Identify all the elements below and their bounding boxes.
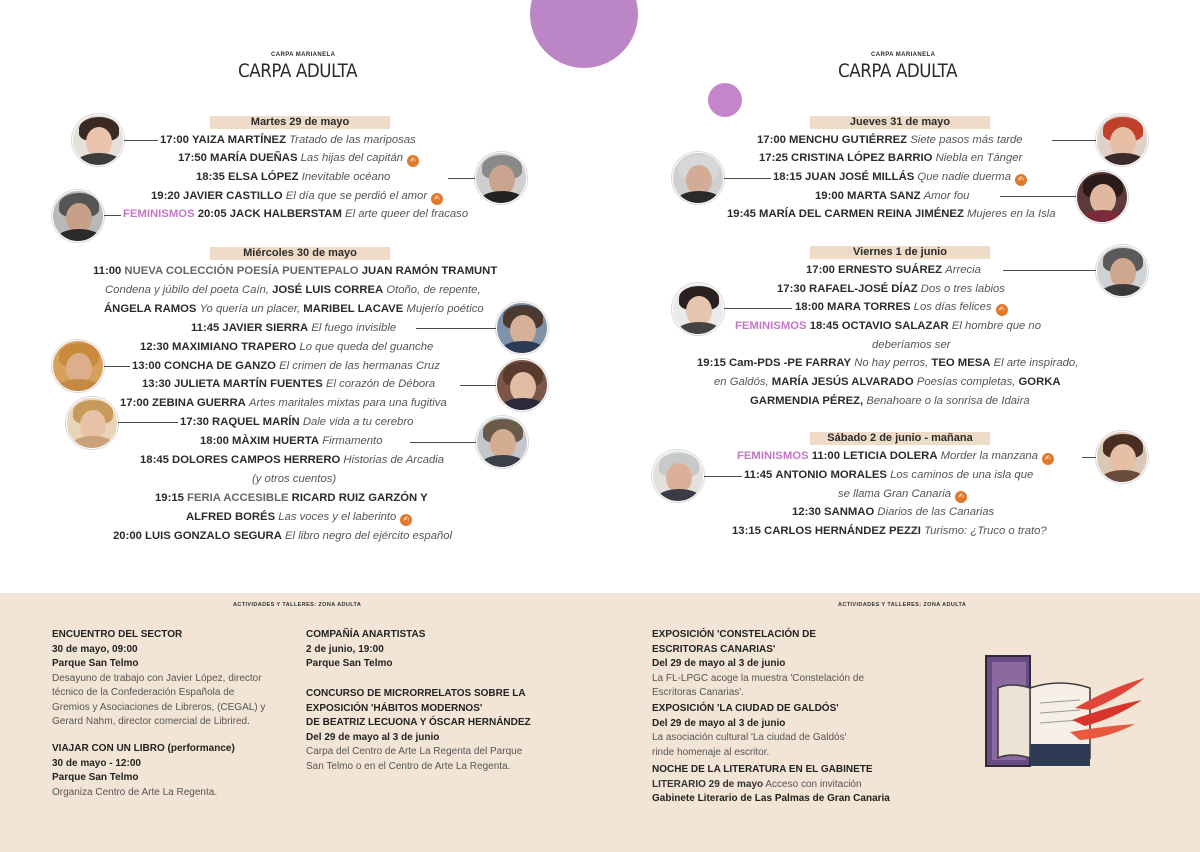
program-line: 18:00 MÀXIM HUERTA Firmamento [200, 435, 383, 447]
day-header: Miércoles 30 de mayo [210, 247, 390, 260]
program-line: 17:00 ZEBINA GUERRA Artes maritales mixtas para una fugitiva [120, 397, 447, 409]
signing-badge-icon: ✍ [1042, 453, 1054, 465]
program-line: 18:35 ELSA LÓPEZ Inevitable océano [196, 171, 391, 183]
signing-badge-icon: ✍ [400, 514, 412, 526]
connector-line [460, 385, 496, 386]
program-line: 17:25 CRISTINA LÓPEZ BARRIO Niebla en Tánger [759, 152, 1023, 164]
program-line: 19:20 JAVIER CASTILLO El día que se perdió el amor ✍ [151, 189, 443, 205]
signing-badge-icon: ✍ [1015, 174, 1027, 186]
activity-item: EXPOSICIÓN 'LA CIUDAD DE GALDÓS' Del 29 de mayo al 3 de junio La asociación cultural 'La ciudad de Galdós' rinde homenaje al escritor. [652, 703, 847, 758]
section-kicker: CARPA MARIANELA [871, 52, 936, 58]
connector-line [1003, 270, 1096, 271]
program-line: 11:45 ANTONIO MORALES Los caminos de una isla que [744, 469, 1034, 481]
program-line: 13:00 CONCHA DE GANZO El crimen de las hermanas Cruz [132, 360, 440, 372]
activity-item: EXPOSICIÓN 'CONSTELACIÓN DE ESCRITORAS CANARIAS' Del 29 de mayo al 3 de junio La FL-LPGC acoge la muestra 'Constelación de Escritoras Canarias'. [652, 629, 865, 698]
day-header: Jueves 31 de mayo [810, 116, 990, 129]
program-line: GARMENDIA PÉREZ, Benahoare o la sonrisa de Idaira [750, 395, 1030, 407]
connector-line [704, 476, 742, 477]
signing-badge-icon: ✍ [955, 491, 967, 503]
author-photo-avatar [1096, 245, 1148, 297]
activities-kicker: ACTIVIDADES Y TALLERES: ZONA ADULTA [838, 602, 967, 608]
program-line: 17:00 MENCHU GUTIÉRREZ Siete pasos más tarde [757, 134, 1023, 146]
section-kicker: CARPA MARIANELA [271, 52, 336, 58]
day-header: Viernes 1 de junio [810, 246, 990, 259]
author-photo-avatar [652, 450, 704, 502]
author-photo-avatar [72, 114, 124, 166]
program-line: 11:45 JAVIER SIERRA El fuego invisible [191, 322, 397, 334]
connector-line [118, 422, 178, 423]
author-photo-avatar [475, 152, 527, 204]
author-photo-avatar [66, 397, 118, 449]
program-line: 17:50 MARÍA DUEÑAS Las hijas del capitán ✍ [178, 151, 419, 167]
program-line: FEMINISMOS 18:45 OCTAVIO SALAZAR El hombre que no [735, 320, 1041, 332]
author-photo-avatar [496, 302, 548, 354]
program-line: 18:45 DOLORES CAMPOS HERRERO Historias de Arcadia [140, 454, 445, 466]
program-line: 19:15 FERIA ACCESIBLE RICARD RUIZ GARZÓN Y [155, 492, 428, 504]
program-line: 19:00 MARTA SANZ Amor fou [815, 190, 970, 202]
author-photo-avatar [1096, 431, 1148, 483]
day-header: Sábado 2 de junio - mañana [810, 432, 990, 445]
program-line: 17:00 ERNESTO SUÁREZ Arrecia [806, 264, 981, 276]
connector-line [410, 442, 476, 443]
connector-line [448, 178, 475, 179]
author-photo-avatar [1096, 114, 1148, 166]
author-photo-avatar [496, 359, 548, 411]
signing-badge-icon: ✍ [996, 304, 1008, 316]
program-line: 17:00 YAIZA MARTÍNEZ Tratado de las mariposas [160, 134, 416, 146]
author-photo-avatar [52, 340, 104, 392]
purple-circle-decoration [530, 0, 638, 68]
program-line: deberíamos ser [872, 339, 951, 351]
author-photo-avatar [672, 283, 724, 335]
program-line: 11:00 NUEVA COLECCIÓN POESÍA PUENTEPALO JUAN RAMÓN TRAMUNT [93, 265, 498, 277]
connector-line [724, 308, 792, 309]
program-line: ALFRED BORÉS Las voces y el laberinto ✍ [186, 510, 412, 526]
program-line: 13:15 CARLOS HERNÁNDEZ PEZZI Turismo: ¿Truco o trato? [732, 525, 1047, 537]
program-line: FEMINISMOS 20:05 JACK HALBERSTAM El arte queer del fracaso [123, 208, 469, 220]
small-purple-circle-decoration [708, 83, 742, 117]
activities-kicker: ACTIVIDADES Y TALLERES: ZONA ADULTA [233, 602, 362, 608]
connector-line [124, 140, 158, 141]
program-line: se llama Gran Canaria ✍ [838, 487, 967, 503]
activity-item: VIAJAR CON UN LIBRO (performance) 30 de mayo - 12:00 Parque San Telmo Organiza Centro de Arte La Regenta. [52, 743, 235, 798]
open-book-illustration [980, 648, 1150, 773]
program-line: (y otros cuentos) [252, 473, 337, 485]
page-title: CARPA ADULTA [238, 60, 358, 82]
connector-line [416, 328, 496, 329]
day-header: Martes 29 de mayo [210, 116, 390, 129]
connector-line [1000, 196, 1076, 197]
activity-item: CONCURSO DE MICRORRELATOS SOBRE LA EXPOSICIÓN 'HÁBITOS MODERNOS' DE BEATRIZ LECUONA Y ÓSCAR HERNÁNDEZ Del 29 de mayo al 3 de junio Carpa del Centro de Arte La Regenta del Parque San Telmo o en el Centro de Arte La Regenta. [306, 688, 531, 772]
connector-line [724, 178, 771, 179]
author-photo-avatar [52, 190, 104, 242]
program-line: 19:15 Cam-PDS -PE FARRAY No hay perros, TEO MESA El arte inspirado, [697, 357, 1079, 369]
program-line: 12:30 MAXIMIANO TRAPERO Lo que queda del guanche [140, 341, 434, 353]
author-photo-avatar [476, 416, 528, 468]
program-line: ÁNGELA RAMOS Yo quería un placer, MARIBEL LACAVE Mujerío poético [104, 303, 484, 315]
signing-badge-icon: ✍ [431, 193, 443, 205]
program-line: 20:00 LUIS GONZALO SEGURA El libro negro del ejército español [113, 530, 453, 542]
author-photo-avatar [672, 152, 724, 204]
connector-line [104, 366, 130, 367]
program-line: 12:30 SANMAO Diarios de las Canarias [792, 506, 995, 518]
activity-item: NOCHE DE LA LITERATURA EN EL GABINETE LITERARIO 29 de mayo Acceso con invitación Gabinete Literario de Las Palmas de Gran Canaria [652, 764, 890, 804]
program-line: 18:15 JUAN JOSÉ MILLÁS Que nadie duerma ✍ [773, 170, 1027, 186]
activity-item: ENCUENTRO DEL SECTOR 30 de mayo, 09:00 Parque San Telmo Desayuno de trabajo con Javier López, director técnico de la Confederación Española de Gremios y Asociaciones de Libreros, (CEGAL) y Gerard Nahm, director comercial de Librired. [52, 629, 266, 727]
program-line: FEMINISMOS 11:00 LETICIA DOLERA Morder la manzana ✍ [737, 449, 1054, 465]
page-title: CARPA ADULTA [838, 60, 958, 82]
program-line: en Galdós, MARÍA JESÚS ALVARADO Poesías completas, GORKA [714, 376, 1061, 388]
program-line: 17:30 RAFAEL-JOSÉ DÍAZ Dos o tres labios [777, 283, 1005, 295]
signing-badge-icon: ✍ [407, 155, 419, 167]
connector-line [1082, 457, 1096, 458]
connector-line [1052, 140, 1096, 141]
program-line: 17:30 RAQUEL MARÍN Dale vida a tu cerebro [180, 416, 414, 428]
program-line: 19:45 MARÍA DEL CARMEN REINA JIMÉNEZ Mujeres en la Isla [727, 208, 1056, 220]
program-line: 18:00 MARA TORRES Los días felices ✍ [795, 300, 1008, 316]
connector-line [104, 215, 121, 216]
program-line: Condena y júbilo del poeta Caín, JOSÉ LUIS CORREA Otoño, de repente, [105, 284, 481, 296]
program-line: 13:30 JULIETA MARTÍN FUENTES El corazón de Débora [142, 378, 436, 390]
author-photo-avatar [1076, 171, 1128, 223]
activity-item: COMPAÑÍA ANARTISTAS 2 de junio, 19:00 Parque San Telmo [306, 629, 426, 669]
